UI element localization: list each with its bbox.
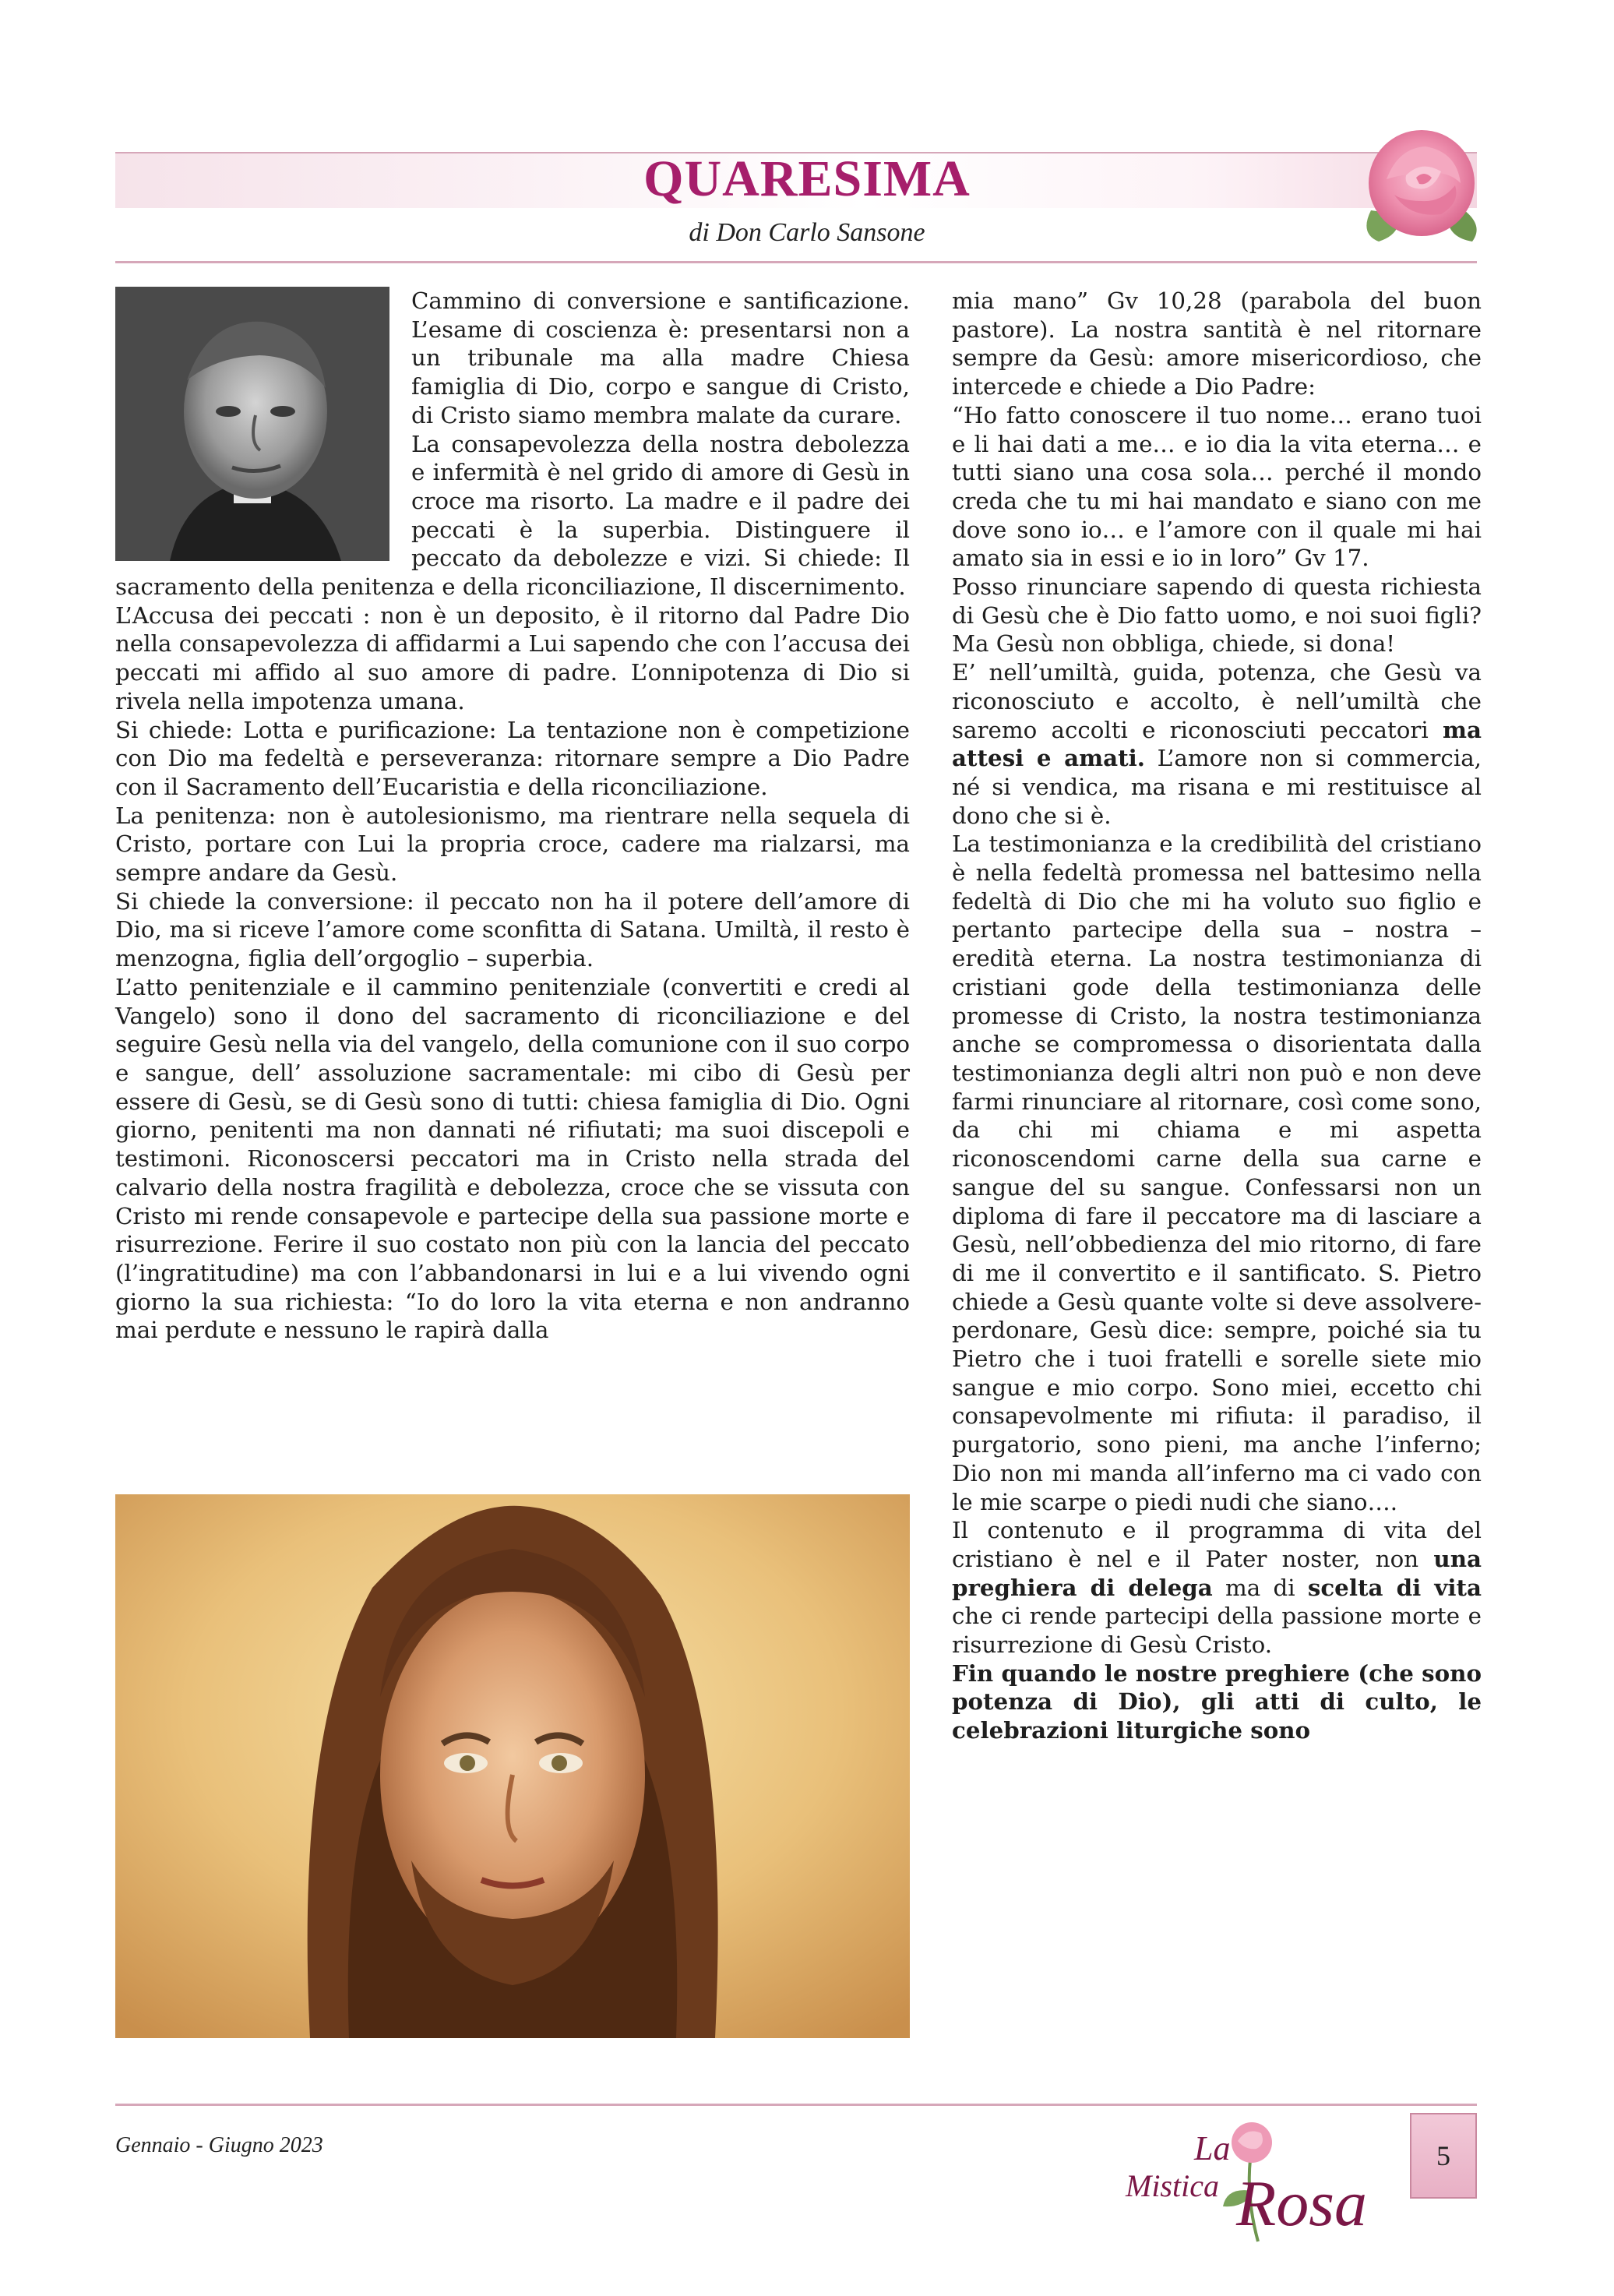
- footer-rule: [115, 2104, 1477, 2106]
- author-portrait-drawing: [115, 287, 389, 561]
- right-paragraph-6-text-a: Il contenuto e il programma di vita del cristiano è nel e il Pater noster, non: [952, 1517, 1482, 1572]
- article-right-column: [952, 287, 1482, 1745]
- author-portrait: [115, 287, 389, 561]
- page-number: 5: [1410, 2113, 1477, 2199]
- right-paragraph-4-text-a: E’ nell’umiltà, guida, potenza, che Gesù va riconosciuto e accolto, è nell’umiltà che saremo accolti e riconosciuti peccatori: [952, 659, 1482, 743]
- article-byline: di Don Carlo Sansone: [689, 218, 925, 247]
- right-paragraph-1: mia mano” Gv 10,28 (parabola del buon pastore). La nostra santità è nel ritornare sempre da Gesù: amore misericordioso, che intercede e chiede a Dio Padre:: [952, 287, 1482, 400]
- right-paragraph-4-text-c: L’amore non si commercia, né si vendica, ma risana e mi restituisce al dono che si è.: [952, 745, 1482, 829]
- left-paragraph-5: La penitenza: non è autolesionismo, ma rientrare nella sequela di Cristo, portare con Lui la propria croce, cadere ma rialzarsi, ma sempre andare da Gesù.: [115, 802, 910, 887]
- right-paragraph-6: [952, 1516, 1482, 1659]
- logo-la: La: [1194, 2129, 1231, 2167]
- header-bottom-rule: [115, 261, 1477, 263]
- right-paragraph-6-bold-2: scelta di vita: [1307, 1573, 1482, 1601]
- right-paragraph-6-bold-1: una preghiera di delega: [952, 1544, 1482, 1601]
- issue-date: Gennaio - Giugno 2023: [115, 2133, 323, 2157]
- article-left-column: [115, 287, 910, 1345]
- jesus-portrait: [115, 1494, 910, 2038]
- left-paragraph-4: Si chiede: Lotta e purificazione: La tentazione non è competizione con Dio ma fedeltà e perseveranza: ritornare sempre a Dio Padre con il Sacramento dell’Eucaristia e della riconciliazione.: [115, 716, 910, 800]
- jesus-portrait-drawing: [115, 1494, 910, 2038]
- left-paragraph-2: La consapevolezza della nostra debolezza e infermità è nel grido di amore di Gesù in croce ma risorto. La madre e il padre dei peccati è la superbia. Distinguere il peccato da debolezze e vizi. Si chiede: Il sacramento della penitenza e della riconciliazione, Il discernimento.: [115, 430, 910, 601]
- left-paragraph-3: L’Accusa dei peccati : non è un deposito, è il ritorno dal Padre Dio nella consapevolezza di affidarmi a Lui sapendo che con l’accusa dei peccati mi affido al suo amore di padre. L’onnipotenza di Dio si rivela nella impotenza umana.: [115, 601, 910, 714]
- rose-icon: [1355, 117, 1488, 249]
- right-paragraph-3: Posso rinunciare sapendo di questa richiesta di Gesù che è Dio fatto uomo, e noi suoi figli? Ma Gesù non obbliga, chiede, si dona!: [952, 573, 1482, 658]
- right-paragraph-7: [952, 1659, 1482, 1745]
- logo-rosa: Rosa: [1236, 2167, 1367, 2240]
- left-paragraph-1: Cammino di conversione e santificazione. L’esame di coscienza è: presentarsi non a un tribunale ma alla madre Chiesa famiglia di Dio, corpo e sangue di Cristo, di Cristo siamo membra malate da curare.: [411, 287, 910, 429]
- left-paragraph-7: L’atto penitenziale e il cammino penitenziale (convertiti e credi al Vangelo) sono il dono del sacramento di riconciliazione e del seguire Gesù nella via del vangelo, della comunione con il suo corpo e sangue, dell’ assoluzione sacramentale: mi cibo di Gesù per essere di Gesù, se di Gesù sono di tutti: chiesa famiglia di Dio. Ogni giorno, penitenti ma non dannati né rifiutati; ma suoi discepoli e testimoni. Riconoscersi peccatori ma in Cristo nella strada del calvario della nostra fragilità e debolezza, croce che se vissuta con Cristo mi rende consapevole e partecipe della sua passione morte e risurrezione. Ferire il suo costato non più con la lancia del peccato (l’ingratitudine) ma con l’abbandonarsi in lui e a lui vivendo ogni giorno la sua richiesta: “Io do loro la vita eterna e non andranno mai perdute e nessuno le rapirà dalla: [115, 973, 910, 1344]
- right-paragraph-6-text-e: che ci rende partecipi della passione morte e risurrezione di Gesù Cristo.: [952, 1603, 1482, 1659]
- right-paragraph-2: “Ho fatto conoscere il tuo nome… erano tuoi e li hai dati a me… e io dia la vita eterna… e tutti siano una cosa sola… perché il mondo creda che tu mi hai mandato e siano con me dove sono io… e l’amore con il quale mi hai amato sia in essi e io in loro” Gv 17.: [952, 401, 1482, 572]
- right-paragraph-6-text-c: ma di: [1212, 1574, 1308, 1601]
- article-title: QUARESIMA: [643, 150, 971, 207]
- right-paragraph-4-bold: ma attesi e amati.: [952, 715, 1482, 772]
- right-paragraph-7-bold: Fin quando le nostre preghiere (che sono potenza di Dio), gli atti di culto, le celebrazioni liturgiche sono: [952, 1659, 1482, 1744]
- logo-mistica: Mistica: [1126, 2168, 1219, 2203]
- right-paragraph-4: [952, 658, 1482, 830]
- right-paragraph-5: La testimonianza e la credibilità del cristiano è nella fedeltà promessa nel battesimo nella fedeltà di Dio che mi ha voluto suo figlio e pertanto partecipe della sua – nostra – eredità eterna. La nostra testimonianza di cristiani gode della testimonianza delle promesse di Cristo, la nostra testimonianza anche se compromessa o disorientata dalla testimonianza degli altri non può e non deve farmi rinunciare al ritornare, così come sono, da chi mi chiama e mi aspetta riconoscendomi carne della sua carne e sangue del su sangue. Confessarsi non un diploma di fare il peccatore ma di lasciare a Gesù, nell’obbedienza del mio ritorno, di fare di me il convertito e il santificato. S. Pietro chiede a Gesù quante volte si deve assolvere-perdonare, Gesù dice: sempre, poiché sia tu Pietro che i tuoi fratelli e sorelle siete mio sangue e mio corpo. Sono miei, eccetto chi consapevolmente mi rifiuta: il paradiso, il purgatorio, sono pieni, ma anche l’inferno; Dio non mi manda all’inferno ma ci vado con le mie scarpe o piedi nudi che siano….: [952, 831, 1482, 1515]
- magazine-logo: [1102, 2113, 1398, 2253]
- left-paragraph-6: Si chiede la conversione: il peccato non ha il potere dell’amore di Dio, ma si riceve l’amore come sconfitta di Satana. Umiltà, il resto è menzogna, figlia dell’orgoglio – superbia.: [115, 887, 910, 972]
